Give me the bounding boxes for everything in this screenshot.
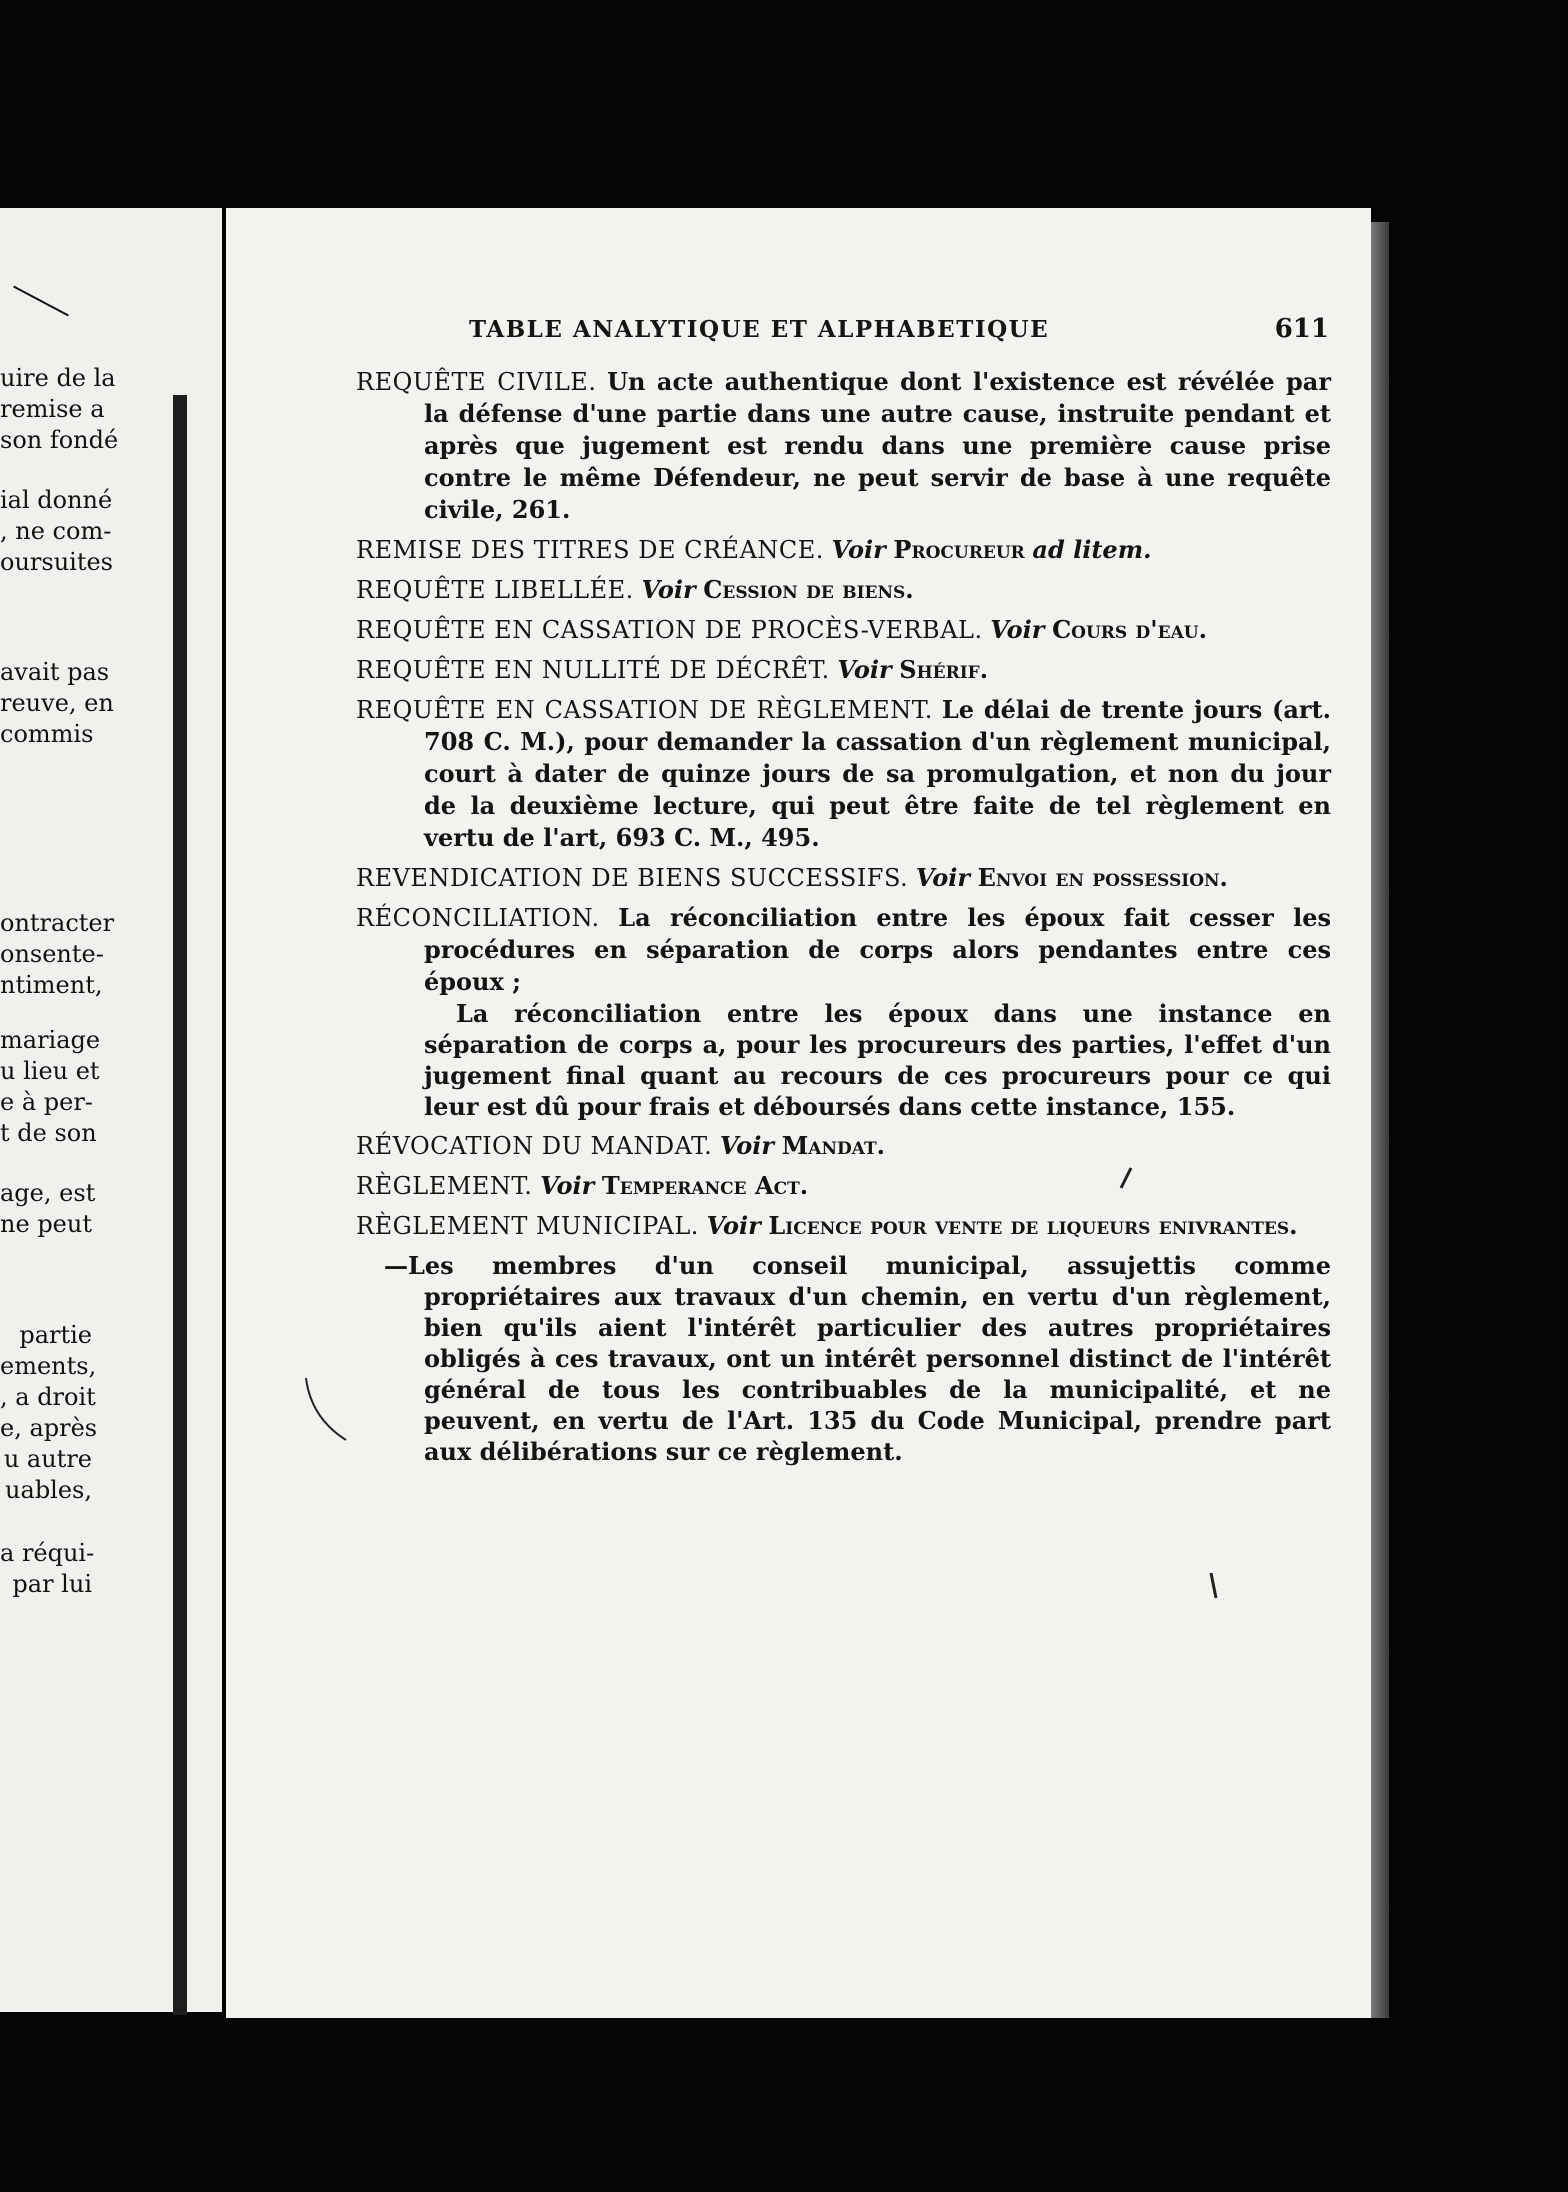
entry-continuation: La réconciliation entre les époux dans une instance en séparation de corps a, pour les procureurs des parties, l'effet d'un jugement final quant au recours de ces procureurs pour ce qui leur est dû pour frais et déboursés dans cette instance, 155.: [424, 999, 1331, 1121]
entry-headword: REQUÊTE EN CASSATION DE RÈGLEMENT.: [356, 696, 933, 724]
entry-headword: RÈGLEMENT MUNICIPAL.: [356, 1212, 699, 1240]
left-page-fragment: age, est: [0, 1179, 96, 1207]
left-page-fragment: , ne com-: [0, 517, 112, 545]
left-page-fragment: , a droit: [0, 1383, 96, 1411]
entry-headword: REQUÊTE EN CASSATION DE PROCÈS-VERBAL.: [356, 616, 983, 644]
right-page: [226, 208, 1371, 2018]
entry-reference-italic: ad litem.: [1032, 535, 1152, 564]
index-entry: [356, 862, 1331, 894]
entry-subparagraph: —Les membres d'un conseil municipal, assujettis comme propriétaires aux travaux d'un chemin, en vertu d'un règlement, bien qu'ils aient l'intérêt particulier des autres propriétaires obligés à ces travaux, ont un intérêt personnel distinct de l'intérêt général de tous les contribuables de la municipalité, et ne peuvent, en vertu de l'Art. 135 du Code Municipal, prendre part aux délibérations sur ce règlement.: [384, 1251, 1331, 1466]
left-page-fragment: partie: [19, 1321, 92, 1349]
left-page-fragment: a réqui-: [0, 1539, 95, 1567]
left-page-fragment: commis: [0, 720, 94, 748]
index-entry: [356, 694, 1331, 854]
margin-tick-mark: [1211, 1573, 1216, 1598]
left-page-fragment: remise a: [0, 395, 105, 423]
entry-headword: REMISE DES TITRES DE CRÉANCE.: [356, 536, 824, 564]
entry-headword: REQUÊTE LIBELLÉE.: [356, 576, 634, 604]
entry-reference: Temperance Act.: [601, 1171, 809, 1200]
left-page-fragment: ontracter: [0, 909, 115, 937]
entry-headword: REQUÊTE CIVILE.: [356, 368, 597, 396]
entry-reference: Envoi en possession.: [977, 863, 1228, 892]
index-entry: [356, 534, 1331, 566]
left-page-fragment: t de son: [0, 1119, 97, 1147]
page-edge: [1371, 222, 1389, 2018]
book-gutter: [173, 395, 187, 2015]
left-page-fragment: u lieu et: [0, 1057, 100, 1085]
entry-reference: Cours d'eau.: [1052, 615, 1207, 644]
entry-voir: Voir: [831, 535, 886, 564]
entry-reference: Mandat.: [781, 1131, 886, 1160]
index-entry: [356, 366, 1331, 526]
left-page-fragment: ial donné: [0, 486, 113, 514]
entry-voir: Voir: [915, 863, 970, 892]
entry-reference: Licence pour vente de liqueurs enivrantes.: [768, 1211, 1298, 1240]
left-page-fragment: e à per-: [0, 1088, 93, 1116]
left-page-fragment: ements,: [0, 1352, 97, 1380]
entry-text: Un acte authentique dont l'existence est révélée par la défense d'une partie dans une autre cause, instruite pendant et après que jugement est rendu dans une première cause prise contre le même Défendeur, ne peut servir de base à une requête civile, 261.: [424, 367, 1331, 524]
margin-bracket-mark: [306, 1378, 346, 1440]
left-page-fragment: ne peut: [0, 1210, 92, 1238]
left-page-fragment: son fondé: [0, 426, 119, 454]
entry-headword: RÈGLEMENT.: [356, 1172, 533, 1200]
left-page-fragment: u autre: [3, 1445, 92, 1473]
entry-voir: Voir: [719, 1131, 775, 1160]
entry-headword: REVENDICATION DE BIENS SUCCESSIFS.: [356, 864, 909, 892]
pencil-mark: [13, 286, 69, 317]
entry-reference: Procureur: [893, 535, 1025, 564]
left-page-fragment: e, après: [0, 1414, 98, 1442]
index-entries: [356, 366, 1331, 1475]
entry-headword: REQUÊTE EN NULLITÉ DE DÉCRÊT.: [356, 656, 830, 684]
entry-voir: Voir: [990, 615, 1045, 644]
entry-reference: Shérif.: [899, 655, 989, 684]
entry-voir: Voir: [837, 655, 892, 684]
page-number: 611: [1274, 314, 1329, 344]
left-page-fragment: avait pas: [0, 658, 110, 686]
index-entry: [356, 1170, 1331, 1202]
running-head: [469, 316, 1329, 356]
index-entry: [356, 654, 1331, 686]
index-entry: [356, 574, 1331, 606]
entry-text: Le délai de trente jours (art. 708 C. M.), pour demander la cassation d'un règlement municipal, court à dater de quinze jours de sa promulgation, et non du jour de la deuxième lecture, qui peut être faite de tel règlement en vertu de l'art, 693 C. M., 495.: [424, 695, 1331, 852]
page-title: TABLE ANALYTIQUE ET ALPHABETIQUE: [469, 316, 1050, 343]
left-page-fragment: uables,: [5, 1476, 92, 1504]
index-entry: [356, 902, 1331, 998]
left-page: [0, 208, 222, 2012]
entry-text: La réconciliation entre les époux fait cesser les procédures en séparation de corps alors pendantes entre ces époux ;: [424, 903, 1331, 996]
left-page-fragment: oursuites: [0, 548, 113, 576]
left-page-fragment: ntiment,: [0, 971, 103, 999]
entry-voir: Voir: [641, 575, 696, 604]
left-page-fragment: reuve, en: [0, 689, 114, 717]
index-entry: [356, 1130, 1331, 1162]
entry-reference: Cession de biens.: [703, 575, 914, 604]
entry-headword: RÉCONCILIATION.: [356, 904, 600, 932]
left-page-fragment: onsente-: [0, 940, 104, 968]
entry-voir: Voir: [540, 1171, 595, 1200]
index-entry: [356, 1210, 1331, 1242]
left-page-fragment: uire de la: [0, 364, 116, 392]
entry-voir: Voir: [706, 1211, 761, 1240]
left-page-fragment: par lui: [12, 1570, 92, 1598]
index-entry: [356, 614, 1331, 646]
entry-headword: RÉVOCATION DU MANDAT.: [356, 1132, 713, 1160]
left-page-fragment: mariage: [0, 1026, 101, 1054]
